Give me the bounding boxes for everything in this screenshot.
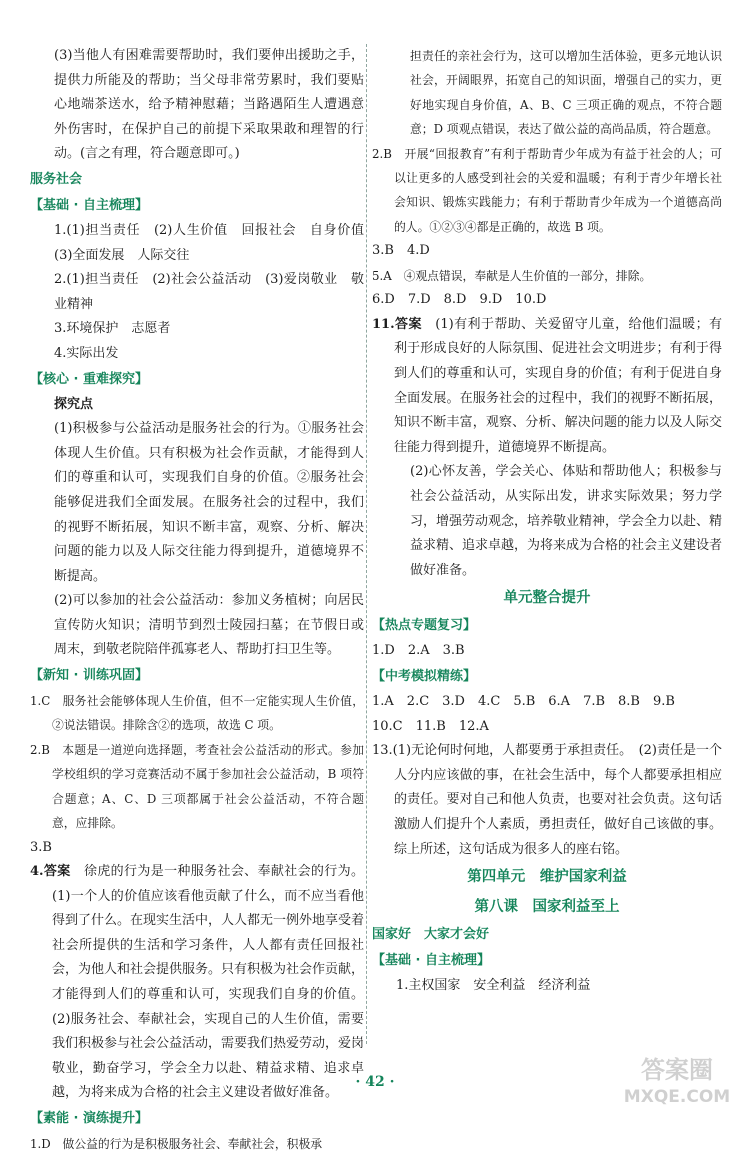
answer-item: 1.D 2.A 3.B [372,643,465,659]
question-answer: 1.C 服务社会能够体现人生价值，但不一定能实现人生价值，②说法错误。排除含②的选项，故选 C 项。 [30,694,364,733]
lesson-title: 第八课 国家利益至上 [474,899,620,916]
answer-item: 2.(1)担当责任 (2)社会公益活动 (3)爱岗敬业 敬业精神 [54,272,364,312]
question-answer: 2.B 本题是一道逆向选择题，考查社会公益活动的形式。参加学校组织的学习竞赛活动不属于参加社会公益活动，B 项符合题意；A、C、D 三项都属于社会公益活动，不符合题意，应排除。 [30,742,364,831]
right-column [372,44,722,999]
watermark-text-top: 答案圈 [641,1056,713,1084]
answer-item: 4.实际出发 [54,345,119,361]
answer-item: 10.C 11.B 12.A [372,718,489,734]
block-heading: 【素能 · 演练提升】 [30,1111,148,1127]
answer-label: 4.答案 [30,864,71,880]
answer-text: (1)有利于帮助、关爱留守儿童，给他们温暖；有利于形成良好的人际氛围、促进社会文明进步；有利于得到人们的尊重和认可，实现自身的价值；有利于促进自身全面发展。在服务社会的过程中，我们的视野不断拓展，知识不断丰富，观察、分析、解决问题的能力以及人际交往能力得到提升，道德境界不断提高。 [394,316,722,455]
answer-text: 徐虎的行为是一种服务社会、奉献社会的行为。(1)一个人的价值应该看他贡献了什么，而不应当看他得到了什么。在现实生活中，人人都无一例外地享受着社会所提供的生活和学习条件，人人都有责任回报社会，为他人和社会提供服务。只有积极为社会作贡献，才能得到人们的尊重和认可，实现我们自身的价值。(2)服务社会、奉献社会，实现自己的人生价值，需要我们积极参与社会公益活动，需要我们热爱劳动，爱岗敬业，勤奋学习，学会全力以赴、精益求精、追求卓越，为将来成为合格的社会主义建设者做好准备。 [52,864,365,1101]
question-answer: 担责任的亲社会行为，这可以增加生活体验，更多元地认识社会，开阔眼界，拓宽自己的知识面，增强自己的实力，更好地实现自身价值，A、B、C 三项正确的观点，不符合题意；D 项观点错误，表达了做公益的高尚品质，符合题意。 [410,49,722,137]
unit-summary-title: 单元整合提升 [503,590,591,607]
answer-paragraph: (3)当他人有困难需要帮助时，我们要伸出援助之手，提供力所能及的帮助；当父母非常劳累时，我们要贴心地端茶送水，给予精神慰藉；当路遇陌生人遭遇意外伤害时，在保护自己的前提下采取果敢和理智的行动。(言之有理，符合题意即可。) [54,48,364,162]
page-number: · 42 · [355,1074,395,1090]
explore-title: 探究点 [54,396,94,412]
block-heading: 【热点专题复习】 [372,618,477,634]
section-title: 国家好 大家才会好 [372,927,490,943]
question-answer: 1.D 做公益的行为是积极服务社会、奉献社会，积极承 [30,1137,323,1152]
question-answer: 3.B [30,839,52,855]
block-heading: 【基础 · 自主梳理】 [372,953,490,969]
answer-item: 1.A 2.C 3.D 4.C 5.B 6.A 7.B 8.B 9.B [372,693,675,709]
question-answer: 6.D 7.D 8.D 9.D 10.D [372,292,547,308]
section-title: 服务社会 [30,171,83,187]
block-heading: 【新知 · 训练巩固】 [30,668,148,684]
answer-item: 3.环境保护 志愿者 [54,321,171,337]
watermark-text-bottom: MXQE.COM [623,1087,731,1107]
question-answer: 13.(1)无论何时何地，人都要勇于承担责任。 (2)责任是一个人分内应该做的事，在社会生活中，每个人都要承担相应的责任。要对自己和他人负责，也要对社会负责。这句话激励人们提升个人素质，勇担责任，做好自己该做的事。综上所述，这句话成为很多人的座右铭。 [372,743,723,857]
column-divider [366,44,367,1044]
block-heading: 【中考模拟精练】 [372,668,477,684]
answer-paragraph: (2)心怀友善，学会关心、体贴和帮助他人；积极参与社会公益活动，从实际出发，讲求实际效果；努力学习，增强劳动观念，培养敬业精神，学会全力以赴、精益求精、追求卓越，为将来成为合格的社会主义建设者做好准备。 [410,464,723,578]
question-answer: 3.B 4.D [372,243,430,259]
block-heading: 【基础 · 自主梳理】 [30,197,148,213]
explore-paragraph: (1)积极参与公益活动是服务社会的行为。①服务社会体现人生价值。只有积极为社会作贡献，才能得到人们的尊重和认可，实现我们自身的价值。②服务社会能够促进我们全面发展。在服务社会的过程中，我们的视野不断拓展，知识不断丰富，观察、分析、解决问题的能力以及人际交往能力得到提升，道德境界不断提高。 [54,421,364,584]
question-answer [372,313,722,461]
question-answer [30,860,364,1106]
question-answer: 2.B 开展“回报教育”有利于帮助青少年成为有益于社会的人；可以让更多的人感受到社会的关爱和温暖；有利于青少年增长社会知识、锻炼实践能力；有利于帮助青少年成为一个道德高尚的人。①②③④都是正确的，故选 B 项。 [372,146,722,234]
answer-item: 1.(1)担当责任 (2)人生价值 回报社会 自身价值 (3)全面发展 人际交往 [54,222,378,263]
question-answer: 5.A ④观点错误，奉献是人生价值的一部分，排除。 [372,268,652,283]
watermark-logo [612,1050,742,1110]
unit-title: 第四单元 维护国家利益 [467,869,627,886]
explore-paragraph: (2)可以参加的社会公益活动：参加义务植树；向居民宣传防火知识；清明节到烈士陵园扫墓；在节假日或周末，到敬老院陪伴孤寡老人、帮助打扫卫生等。 [54,593,364,658]
block-heading: 【核心 · 重难探究】 [30,371,148,387]
answer-item: 1.主权国家 安全利益 经济利益 [396,978,591,994]
answer-label: 11.答案 [372,316,422,332]
